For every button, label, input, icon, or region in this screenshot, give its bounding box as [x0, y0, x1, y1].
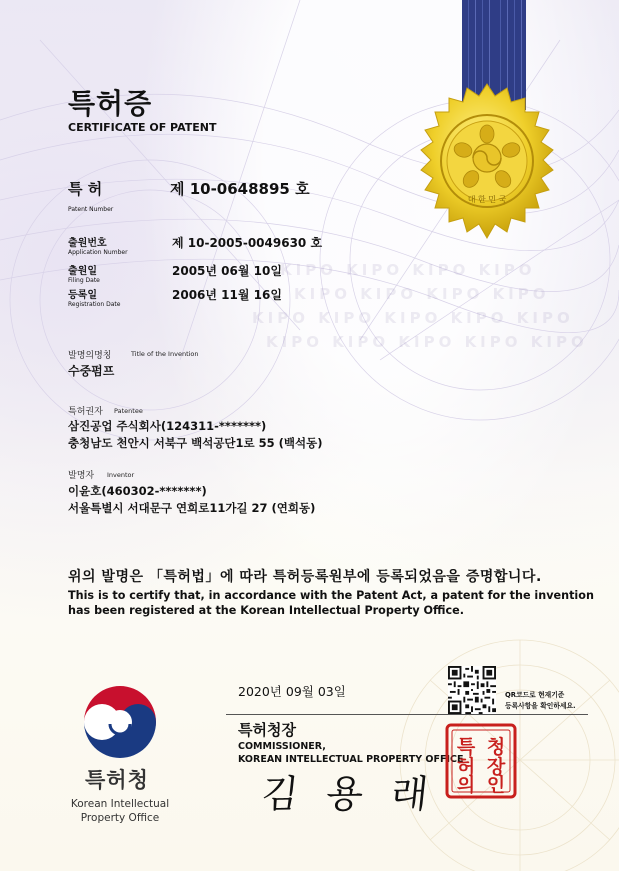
office-name-en-line2: Property Office — [80, 812, 160, 824]
registration-date: 2006년 11월 16일 — [172, 288, 282, 302]
commissioner-title-ko: 특허청장 — [238, 721, 296, 739]
watermark: KIPO KIPO KIPO KIPO KIPO KIPO KIPO KIPO KIPO KIPO KIPO KIPO KIPO KIPO KIPO KIPO KIPO KIPO — [252, 261, 588, 351]
invention-label-ko: 발명의명칭 — [68, 351, 112, 361]
application-number: 제 10-2005-0049630 호 — [172, 236, 323, 250]
qr-line1: QR코드로 현재기준 — [505, 691, 565, 699]
application-label-ko: 출원번호 — [68, 238, 107, 249]
statement-en-line1: This is to certify that, in accordance with the Patent Act, a patent for the invention — [68, 589, 594, 602]
title-en: CERTIFICATE OF PATENT — [68, 121, 217, 134]
svg-text:의: 의 — [456, 774, 476, 796]
patent-label-ko: 특 허 — [68, 180, 103, 198]
commissioner-title-en2: KOREAN INTELLECTUAL PROPERTY OFFICE — [238, 754, 464, 765]
svg-text:인: 인 — [486, 774, 506, 796]
divider-line — [226, 714, 588, 715]
filing-date: 2005년 06월 10일 — [172, 264, 282, 278]
registration-label-en: Registration Date — [68, 301, 121, 308]
svg-text:허: 허 — [456, 756, 476, 778]
patentee-label-ko: 특허권자 — [68, 407, 103, 417]
issue-date: 2020년 09월 03일 — [238, 684, 346, 699]
svg-text:청: 청 — [486, 736, 506, 758]
medal-text: 대 한 민 국 — [467, 195, 507, 204]
svg-text:특: 특 — [456, 736, 476, 758]
patentee-address: 충청남도 천안시 서북구 백석공단1로 55 (백석동) — [68, 436, 323, 450]
office-name-ko: 특허청 — [85, 768, 149, 792]
registration-label-ko: 등록일 — [68, 290, 97, 301]
commissioner-signature: 김 용 래 — [259, 772, 439, 816]
official-red-stamp — [445, 723, 517, 799]
inventor-label-ko: 발명자 — [68, 471, 95, 481]
svg-text:장: 장 — [486, 756, 506, 778]
statement-en-line2: has been registered at the Korean Intellectual Property Office. — [68, 604, 464, 617]
inventor-name: 이윤호(460302-*******) — [68, 484, 207, 498]
qr-instruction — [505, 690, 576, 712]
application-label-en: Application Number — [68, 249, 128, 256]
inventor-address: 서울특별시 서대문구 연희로11가길 27 (연희동) — [68, 501, 316, 515]
inventor-label-en: Inventor — [107, 471, 135, 479]
commissioner-title-en1: COMMISSIONER, — [238, 741, 326, 752]
patentee-label-en: Patentee — [114, 407, 143, 415]
patent-number: 제 10-0648895 호 — [170, 180, 310, 198]
office-name-en — [66, 797, 174, 825]
title-ko: 특허증 — [68, 87, 153, 120]
qr-line2: 등록사항을 확인하세요. — [505, 702, 576, 710]
filing-label-ko: 출원일 — [68, 266, 97, 277]
qr-code[interactable] — [448, 666, 496, 714]
kipo-taegeuk-logo — [80, 682, 160, 762]
statement-ko: 위의 발명은 「특허법」에 따라 특허등록원부에 등록되었음을 증명합니다. — [68, 569, 542, 585]
invention-title: 수중펌프 — [68, 364, 115, 378]
patentee-name: 삼진공업 주식회사(124311-*******) — [68, 419, 267, 433]
patent-label-en: Patent Number — [68, 206, 114, 213]
gold-medal-seal — [407, 82, 567, 242]
filing-label-en: Filing Date — [68, 277, 100, 284]
invention-label-en: Title of the Invention — [131, 350, 199, 358]
office-name-en-line1: Korean Intellectual — [70, 798, 170, 810]
